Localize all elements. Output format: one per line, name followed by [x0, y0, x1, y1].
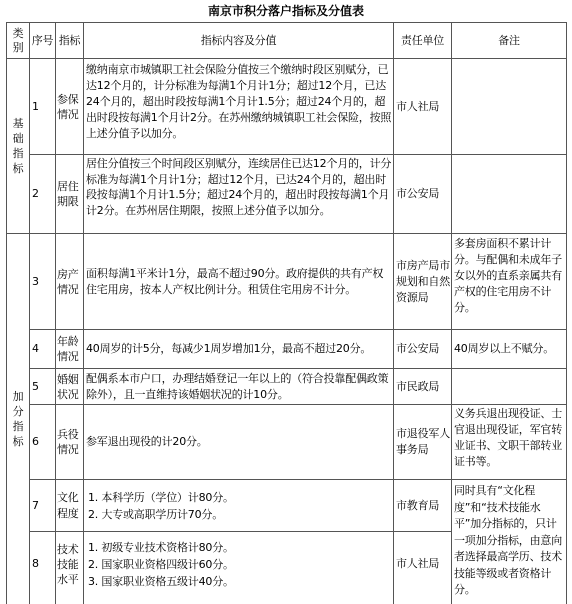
row-8-no: 8 [32, 557, 39, 570]
header-indicator: 指标 [58, 33, 81, 47]
row-5-unit: 市民政局 [396, 379, 440, 393]
row-2-content: 居住分值按三个时间段区别赋分，连续居住已达12个月的，计分标准为每满1个月计1分；超过12个月，已达24个月的，超出时段按每满1个月计1.5分；超过24个月的，超出时段按每满1个月计2分。在苏州居住期限，按照上述分值予以加分。 [86, 157, 392, 217]
category-bonus: 加分指标 [12, 390, 24, 448]
row-4-content: 40周岁的计5分，每减少1周岁增加1分，最高不超过20分。 [86, 342, 372, 355]
header-note: 备注 [498, 33, 520, 47]
row-6-no: 6 [32, 435, 39, 448]
row-7-content: 1. 本科学历（学位）计80分。 2. 大专或高职学历计70分。 [88, 490, 234, 521]
row-1-no: 1 [32, 99, 39, 113]
row-3-unit: 市房产局市规划和自然资源局 [396, 258, 450, 304]
row-8-unit: 市人社局 [396, 557, 440, 570]
row-6-note: 义务兵退出现役证、士官退出现役证，军官转业证书、文职干部转业证书等。 [454, 407, 562, 468]
page-title: 南京市积分落户指标及分值表 [207, 4, 364, 18]
header-unit: 责任单位 [400, 33, 445, 47]
row-8-indicator: 技术技能水平 [57, 542, 79, 586]
row-7-unit: 市教育局 [396, 498, 440, 512]
row-6-unit: 市退役军人事务局 [396, 427, 450, 456]
row-3-note: 多套房面积不累计计分。与配偶和未成年子女以外的直系亲属共有产权的住宅用房不计分。 [454, 237, 562, 314]
row-5-no: 5 [32, 379, 39, 393]
row-1-note [454, 62, 564, 154]
row-4-no: 4 [32, 342, 39, 355]
row-1-unit: 市人社局 [396, 99, 440, 113]
row-4-indicator: 年龄情况 [57, 335, 79, 363]
row-7-no: 7 [32, 498, 39, 512]
row-7-8-note: 同时具有“文化程度”和“技术技能水平”加分指标的，只计一项加分指标，由意向者选择最高学历、技术技能等级或者资格计分。 [454, 484, 562, 596]
header-content: 指标内容及分值 [200, 33, 277, 47]
row-1-content: 缴纳南京市城镇职工社会保险分值按三个缴纳时段区别赋分，已达12个月的，计分标准为每满1个月计1分；超过12个月，已达24个月的，超出时段按每满1个月计1.5分；超过24个月的，超出时段按每满1个月计2分。在苏州缴纳城镇职工社会保险，按照上述分值予以加分。 [86, 63, 392, 140]
row-6-content: 参军退出现役的计20分。 [86, 435, 208, 448]
row-3-indicator: 房产情况 [57, 267, 79, 296]
row-2-indicator: 居住期限 [57, 180, 79, 208]
row-2-no: 2 [32, 187, 39, 200]
row-3-no: 3 [32, 274, 39, 288]
row-3-content: 面积每满1平米计1分，最高不超过90分。政府提供的共有产权住宅用房，按本人产权比例计分。租赁住宅用房不计分。 [86, 266, 384, 296]
row-2-unit: 市公安局 [396, 187, 440, 200]
row-6-indicator: 兵役情况 [57, 428, 79, 456]
row-8-content: 1. 初级专业技术资格计80分。 2. 国家职业资格四级计60分。 3. 国家职业资格五级计40分。 [88, 540, 234, 588]
header-no: 序号 [31, 33, 54, 47]
row-1-indicator: 参保情况 [57, 92, 79, 121]
header-category: 类别 [12, 26, 24, 54]
row-4-note: 40周岁以上不赋分。 [454, 342, 554, 355]
category-basic: 基础指标 [12, 117, 24, 175]
row-7-indicator: 文化程度 [57, 490, 79, 520]
row-4-unit: 市公安局 [396, 342, 440, 355]
row-5-note [454, 371, 564, 404]
row-5-content: 配偶系本市户口，办理结婚登记一年以上的（符合投靠配偶政策除外），且一直维持该婚姻状况的计10分。 [86, 371, 389, 401]
row-2-note [454, 156, 564, 233]
row-5-indicator: 婚姻状况 [57, 372, 79, 401]
